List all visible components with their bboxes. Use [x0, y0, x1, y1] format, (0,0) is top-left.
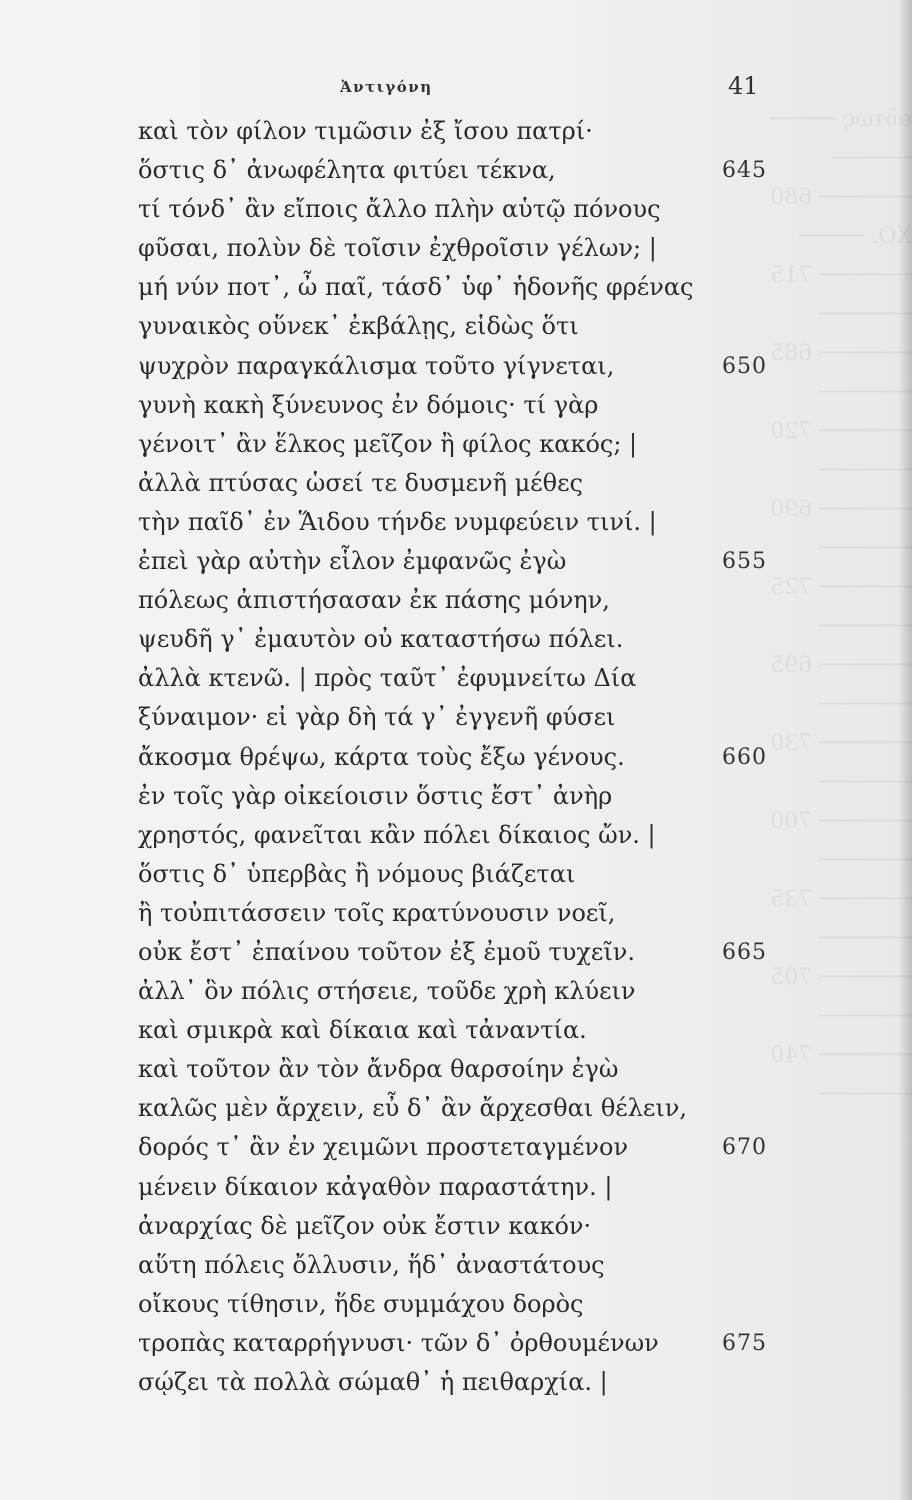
line-number: 645 — [722, 158, 767, 184]
verse-line-text: ὅστις δ᾽ ἀνωφέλητα φιτύει τέκνα, — [138, 156, 556, 185]
verse-line-text: ἀναρχίας δὲ μεῖζον οὐκ ἔστιν κακόν· — [138, 1211, 592, 1240]
verse-line-text: τροπὰς καταρρήγνυσι· τῶν δ᾽ ὀρθουμένων — [138, 1328, 659, 1357]
verse-line — [138, 190, 778, 229]
page-header — [0, 72, 912, 106]
verse-line-text: γυναικὸς οὕνεκ᾽ ἐκβάλῃς, εἰδὼς ὅτι — [138, 312, 579, 341]
verse-line-text: αὕτη πόλεις ὄλλυσιν, ἥδ᾽ ἀναστάτους — [138, 1250, 605, 1279]
verse-line — [138, 1011, 778, 1050]
verse-line-text: ὅστις δ᾽ ὑπερβὰς ἢ νόμους βιάζεται — [138, 859, 576, 888]
verse-line-text: καὶ τοῦτον ἂν τὸν ἄνδρα θαρσοίην ἐγὼ — [138, 1055, 619, 1084]
verse-line-text: γυνὴ κακὴ ξύνευνος ἐν δόμοις· τί γὰρ — [138, 390, 599, 419]
line-number: 660 — [722, 744, 767, 770]
verse-line — [138, 229, 778, 268]
verse-line-text: καλῶς μὲν ἄρχειν, εὖ δ᾽ ἂν ἄρχεσθαι θέλειν, — [138, 1094, 687, 1123]
verse-line — [138, 1246, 778, 1285]
verse-line-text: πόλεως ἀπιστήσασαν ἐκ πάσης μόνην, — [138, 586, 610, 615]
verse-line-text: μένειν δίκαιον κἀγαθὸν παραστάτην. | — [138, 1172, 613, 1201]
running-title: Ἀντιγόνη — [340, 78, 433, 96]
verse-line — [138, 1089, 778, 1128]
verse-line-text: ἐπεὶ γὰρ αὐτὴν εἷλον ἐμφανῶς ἐγὼ — [138, 547, 567, 576]
verse-line — [138, 972, 778, 1011]
verse-line — [138, 1050, 778, 1089]
verse-line — [138, 1285, 778, 1324]
verse-line — [138, 464, 778, 503]
verse-line-text: γένοιτ᾽ ἂν ἕλκος μεῖζον ἢ φίλος κακός; | — [138, 429, 638, 458]
verse-line-text: ἄκοσμα θρέψω, κάρτα τοὺς ἔξω γένους. — [138, 742, 625, 771]
verse-line — [138, 816, 778, 855]
verse-line — [138, 620, 778, 659]
verse-line — [138, 1363, 778, 1402]
verse-line-text: οἴκους τίθησιν, ἥδε συμμάχου δορὸς — [138, 1289, 584, 1318]
verse-line-text: σῴζει τὰ πολλὰ σώμαθ᾽ ἡ πειθαρχία. | — [138, 1368, 608, 1396]
verse-line-text: ἀλλὰ κτενῶ. | πρὸς ταῦτ᾽ ἐφυμνείτω Δία — [138, 664, 637, 693]
verse-line-text: ψευδῆ γ᾽ ἐμαυτὸν οὐ καταστήσω πόλει. — [138, 625, 624, 654]
verse-line-text: οὐκ ἔστ᾽ ἐπαίνου τοῦτον ἐξ ἐμοῦ τυχεῖν. — [138, 937, 635, 966]
verse-line — [138, 1128, 778, 1167]
verse-line-text: ἢ τοὐπιτάσσειν τοῖς κρατύνουσιν νοεῖ, — [138, 898, 616, 927]
line-number: 650 — [722, 353, 767, 379]
line-number: 655 — [722, 549, 767, 575]
verse-line — [138, 347, 778, 386]
bleed-through-shadow: οὕτως ───── ────── ─────── 680 ΧΟ. ───── ─────── 715 ─────── ─────── 685 ─────── ─────── 720 ─────── ─────── 690 ─────── ─────── 725 ─────── ─────── 695 ─────── ─────── 730 ─────── ─────── 700 ─────── ─────── 735 ─────── ─────── 705 ─────── ─────── 740 ─────── — [769, 107, 912, 1107]
verse-line — [138, 1207, 778, 1246]
verse-line — [138, 777, 778, 816]
line-number: 670 — [722, 1135, 767, 1161]
verse-line-text: μή νύν ποτ᾽, ὦ παῖ, τάσδ᾽ ὑφ᾽ ἡδονῆς φρένας — [138, 273, 694, 302]
verse-line — [138, 1324, 778, 1363]
verse-line — [138, 307, 778, 346]
verse-line — [138, 738, 778, 777]
verse-line — [138, 855, 778, 894]
verse-line — [138, 894, 778, 933]
verse-line — [138, 503, 778, 542]
verse-line — [138, 581, 778, 620]
page-number: 41 — [728, 72, 759, 100]
verse-line — [138, 425, 778, 464]
verse-line — [138, 151, 778, 190]
verse-line-text: τί τόνδ᾽ ἂν εἴποις ἄλλο πλὴν αὑτῷ πόνους — [138, 195, 661, 224]
verse-line-text: καὶ σμικρὰ καὶ δίκαια καὶ τἀναντία. — [138, 1016, 587, 1045]
verse-line — [138, 112, 778, 151]
line-number: 665 — [722, 939, 767, 965]
verse-line — [138, 1168, 778, 1207]
verse-line-text: ψυχρὸν παραγκάλισμα τοῦτο γίγνεται, — [138, 351, 615, 380]
verse-block — [138, 112, 778, 1402]
verse-line-text: ἀλλὰ πτύσας ὡσεί τε δυσμενῆ μέθες — [138, 468, 583, 497]
line-number: 675 — [722, 1330, 767, 1356]
verse-line-text: χρηστός, φανεῖται κἂν πόλει δίκαιος ὤν. | — [138, 820, 656, 849]
verse-line-text: φῦσαι, πολὺν δὲ τοῖσιν ἐχθροῖσιν γέλων; | — [138, 234, 657, 263]
verse-line — [138, 698, 778, 737]
verse-line — [138, 659, 778, 698]
verse-line — [138, 542, 778, 581]
verse-line — [138, 268, 778, 307]
verse-line-text: ξύναιμον· εἰ γὰρ δὴ τά γ᾽ ἐγγενῆ φύσει — [138, 703, 616, 732]
verse-line-text: δορός τ᾽ ἂν ἐν χειμῶνι προστεταγμένον — [138, 1133, 629, 1162]
verse-line — [138, 933, 778, 972]
verse-line-text: ἀλλ᾽ ὃν πόλις στήσειε, τοῦδε χρὴ κλύειν — [138, 977, 636, 1006]
verse-line-text: τὴν παῖδ᾽ ἐν Ἅιδου τήνδε νυμφεύειν τινί. | — [138, 507, 657, 536]
verse-line-text: καὶ τὸν φίλον τιμῶσιν ἐξ ἴσου πατρί· — [138, 117, 593, 145]
verse-line — [138, 386, 778, 425]
verse-line-text: ἐν τοῖς γὰρ οἰκείοισιν ὅστις ἔστ᾽ ἀνὴρ — [138, 781, 613, 810]
page-edge-shadow — [898, 0, 912, 1500]
